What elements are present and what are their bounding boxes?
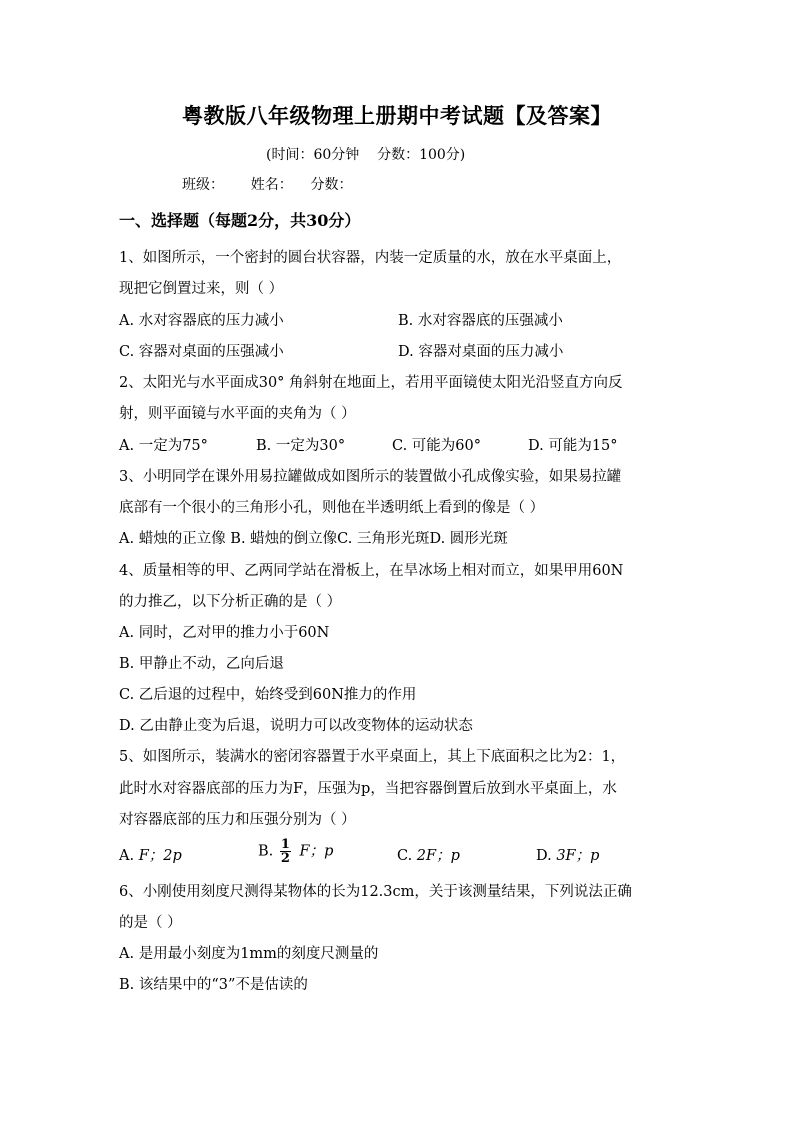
q2-stem-line1: 2、太阳光与水平面成30° 角斜射在地面上，若用平面镜使太阳光沿竖直方向反 bbox=[119, 375, 623, 391]
q2-option-b: B. 一定为30° bbox=[256, 438, 346, 454]
q5-option-d-value: 3F；p bbox=[556, 848, 600, 864]
q1-stem-line2: 现把它倒置过来，则（ ） bbox=[119, 281, 284, 297]
q1-option-b: B. 水对容器底的压强减小 bbox=[398, 313, 563, 329]
q5-option-d-label: D. bbox=[536, 848, 552, 864]
q4-option-b: B. 甲静止不动，乙向后退 bbox=[119, 656, 284, 672]
q6-stem-line2: 的是（ ） bbox=[119, 915, 182, 931]
q1-stem-line1: 1、如图所示，一个密封的圆台状容器，内装一定质量的水，放在水平桌面上， bbox=[119, 250, 622, 266]
q1-option-a: A. 水对容器底的压力减小 bbox=[119, 313, 284, 329]
q5-option-c-value: 2F；p bbox=[416, 848, 460, 864]
q5-option-a bbox=[119, 846, 182, 866]
q2-option-d: D. 可能为15° bbox=[528, 438, 618, 454]
q6-option-b: B. 该结果中的“3”不是估读的 bbox=[119, 977, 308, 993]
q5-option-d bbox=[536, 846, 599, 866]
q5-option-b-label: B. bbox=[258, 843, 274, 860]
exam-time-score: (时间：60分钟 分数：100分) bbox=[266, 147, 466, 163]
q2-stem-line2: 射，则平面镜与水平面的夹角为（ ） bbox=[119, 406, 356, 422]
q1-option-c: C. 容器对桌面的压强减小 bbox=[119, 344, 284, 360]
q5-stem-line1: 5、如图所示，装满水的密闭容器置于水平桌面上，其上下底面积之比为2：1， bbox=[119, 749, 626, 765]
section-heading-choice: 一、选择题（每题2分，共30分） bbox=[119, 211, 361, 230]
q4-stem-line1: 4、质量相等的甲、乙两同学站在滑板上，在旱冰场上相对而立，如果甲用60N bbox=[119, 563, 624, 579]
q5-option-b-value: F；p bbox=[299, 843, 334, 860]
q3-stem-line1: 3、小明同学在课外用易拉罐做成如图所示的装置做小孔成像实验，如果易拉罐 bbox=[119, 469, 622, 485]
q6-option-a: A. 是用最小刻度为1mm的刻度尺测量的 bbox=[119, 946, 379, 962]
q6-stem-line1: 6、小刚使用刻度尺测得某物体的长为12.3cm，关于该测量结果，下列说法正确 bbox=[119, 884, 632, 900]
q4-option-d: D. 乙由静止变为后退，说明力可以改变物体的运动状态 bbox=[119, 718, 473, 734]
q3-options: A. 蜡烛的正立像 B. 蜡烛的倒立像C. 三角形光斑D. 圆形光斑 bbox=[119, 531, 508, 547]
q2-option-c: C. 可能为60° bbox=[392, 438, 481, 454]
q5-option-c-label: C. bbox=[397, 848, 413, 864]
q4-stem-line2: 的力推乙，以下分析正确的是（ ） bbox=[119, 594, 342, 610]
fraction-denominator: 2 bbox=[280, 851, 290, 866]
q5-stem-line3: 对容器底部的压力和压强分别为（ ） bbox=[119, 812, 356, 828]
q3-stem-line2: 底部有一个很小的三角形小孔，则他在半透明纸上看到的像是（ ） bbox=[119, 500, 545, 516]
student-info-line: 班级： 姓名： 分数： bbox=[182, 177, 353, 193]
fraction-numerator: 1 bbox=[280, 837, 290, 852]
q5-option-a-label: A. bbox=[119, 848, 135, 864]
q5-stem-line2: 此时水对容器底部的压力为F，压强为p，当把容器倒置后放到水平桌面上，水 bbox=[119, 781, 617, 797]
q5-option-c bbox=[397, 846, 460, 866]
exam-title: 粤教版八年级物理上册期中考试题【及答案】 bbox=[182, 103, 612, 128]
q4-option-c: C. 乙后退的过程中，始终受到60N推力的作用 bbox=[119, 687, 417, 703]
q5-option-b bbox=[258, 838, 333, 865]
q5-option-a-value: F；2p bbox=[138, 848, 182, 864]
q1-option-d: D. 容器对桌面的压力减小 bbox=[398, 344, 564, 360]
q2-option-a: A. 一定为75° bbox=[119, 438, 208, 454]
q5-option-b-fraction bbox=[280, 838, 291, 865]
q4-option-a: A. 同时，乙对甲的推力小于60N bbox=[119, 625, 330, 641]
